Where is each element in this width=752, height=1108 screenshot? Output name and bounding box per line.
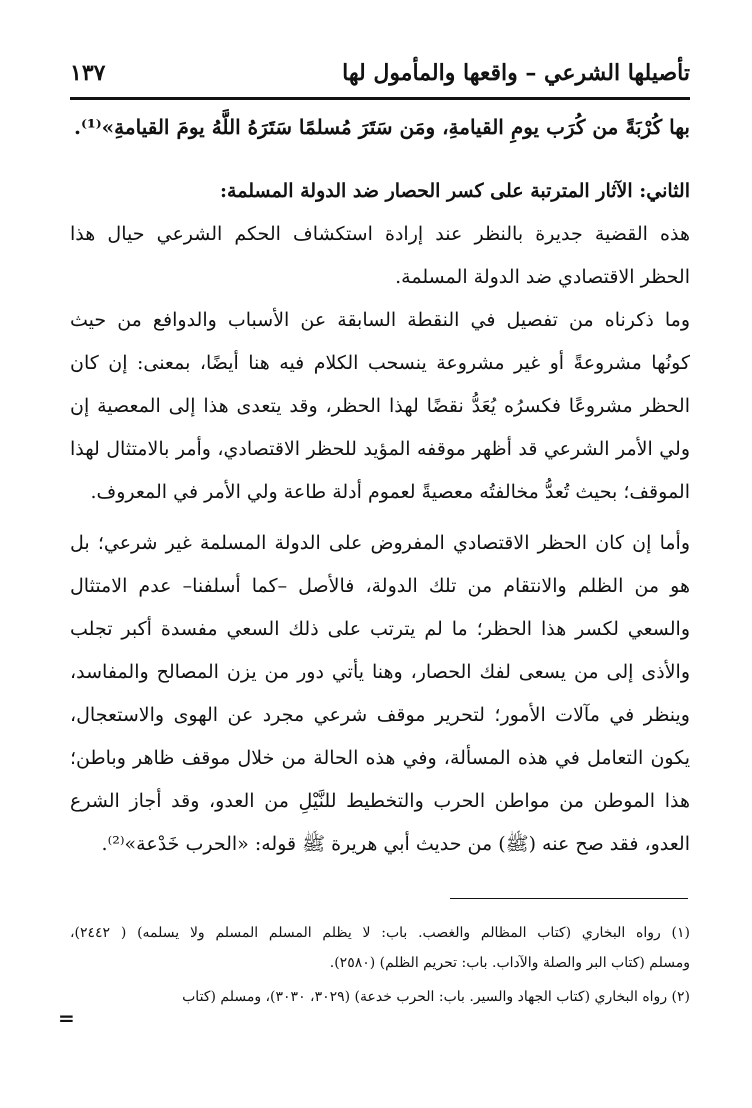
text-line: كونُها مشروعةً أو غير مشروعة ينسحب الكلام فيه هنا أيضًا، بمعنى: إن كان [70, 352, 690, 374]
footnote-line: (١) رواه البخاري (كتاب المظالم والغصب. باب: لا يظلم المسلم المسلم ولا يسلمه) ( ٢٤٤٢)، [70, 925, 690, 941]
text-line: وما ذكرناه من تفصيل في النقطة السابقة عن الأسباب والدوافع من حيث [70, 309, 690, 331]
section-heading [70, 170, 690, 213]
paragraph-2 [70, 299, 690, 514]
text-line: بها كُرْبَةً من كُرَب يومِ القيامةِ، ومَن سَتَرَ مُسلمًا سَتَرَهُ اللَّهُ يومَ القيامةِ»⁽¹⁾. [74, 115, 690, 139]
paragraph-3 [70, 522, 690, 866]
text-line: وينظر في مآلات الأمور؛ لتحرير موقف شرعي مجرد عن الهوى والاستعجال، [70, 704, 690, 726]
text-line: يكون التعامل في هذه المسألة، وفي هذه الحالة من خلال موقف ظاهر وباطن؛ [70, 747, 690, 769]
footnote-line: ومسلم (كتاب البر والصلة والآداب. باب: تحريم الظلم) (٢٥٨٠). [329, 955, 690, 971]
paragraph-1 [70, 213, 690, 299]
page-header [70, 56, 690, 94]
footnote-2 [70, 982, 690, 1012]
header-rule [70, 97, 690, 100]
text-line: والأذى إلى من يسعى لفك الحصار، وهنا يأتي دور من يزن المصالح والمفاسد، [70, 661, 690, 683]
text-line: هو من الظلم والانتقام من تلك الدولة، فالأصل –كما أسلفنا– عدم الامتثال [70, 575, 690, 597]
text-line: الحظر مشروعًا فكسرُه يُعَدُّ نقضًا لهذا الحظر، وقد يتعدى هذا إلى المعصية إن [70, 395, 690, 417]
text-line: هذه القضية جديرة بالنظر عند إرادة استكشاف الحكم الشرعي حيال هذا [70, 223, 690, 245]
text-line: الحظر الاقتصادي ضد الدولة المسلمة. [395, 266, 690, 288]
running-title: تأصيلها الشرعي – واقعها والمأمول لها [342, 60, 690, 86]
text-line: العدو، فقد صح عنه (ﷺ) من حديث أبي هريرة ﷺ قوله: «الحرب خَدْعة»⁽²⁾. [101, 833, 690, 855]
page-number: ١٣٧ [70, 60, 106, 86]
text-line: ولي الأمر الشرعي قد أظهر موقفه المؤيد للحظر الاقتصادي، وأمر بالامتثال لهذا [70, 438, 690, 460]
text-line: هذا الموطن من مواطن الحرب والتخطيط للنَّيْلِ من العدو، وقد أجاز الشرع [70, 790, 690, 812]
opening-line [70, 106, 690, 149]
text-line: وأما إن كان الحظر الاقتصادي المفروض على الدولة المسلمة غير شرعي؛ بل [70, 532, 690, 554]
footnote-1 [70, 918, 690, 978]
footnote-separator [450, 898, 688, 899]
continuation-mark: = [58, 1006, 75, 1030]
footnote-line: (٢) رواه البخاري (كتاب الجهاد والسير. باب: الحرب خدعة) (٣٠٢٩، ٣٠٣٠)، ومسلم (كتاب [182, 989, 690, 1005]
text-line: والسعي لكسر هذا الحظر؛ ما لم يترتب على ذلك السعي مفسدة أكبر تجلب [70, 618, 690, 640]
heading-text: الثاني: الآثار المترتبة على كسر الحصار ضد الدولة المسلمة: [220, 180, 690, 202]
text-line: الموقف؛ بحيث تُعدُّ مخالفتُه معصيةً لعموم أدلة طاعة ولي الأمر في المعروف. [90, 481, 690, 503]
